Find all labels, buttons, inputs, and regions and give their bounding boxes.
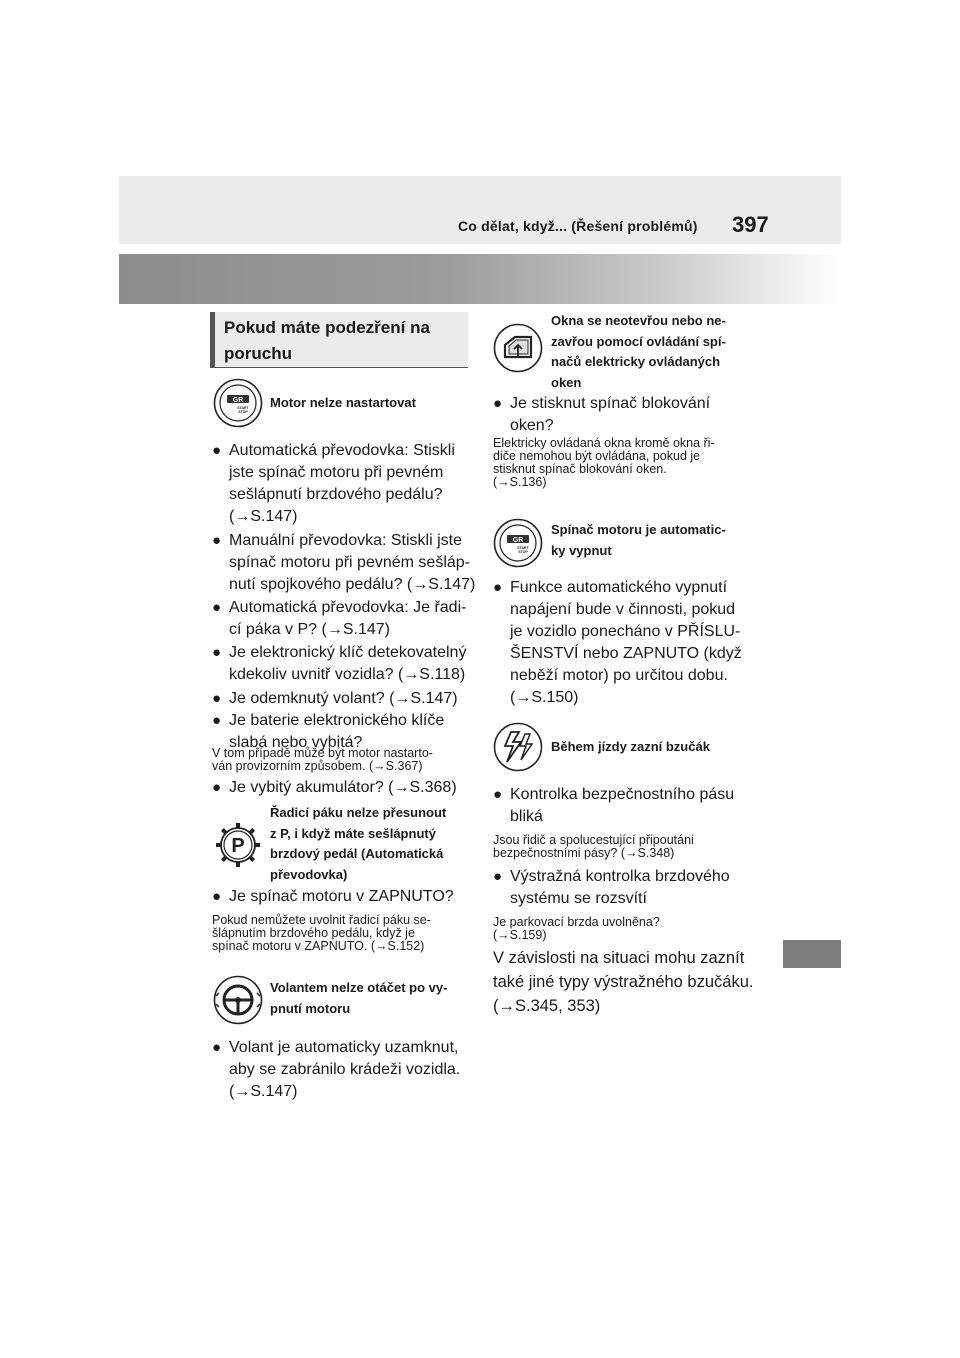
bullet-steering-unlocked: ● Je odemknutý volant? (→S.147) xyxy=(212,690,458,707)
steering-lock-icon xyxy=(213,975,263,1025)
engine-start-stop-icon xyxy=(213,378,263,428)
icon5-label: Spínač motoru je automatic- ky vypnut xyxy=(551,522,726,558)
shift-lock-gear-icon xyxy=(213,820,263,870)
note-window-lock: Elektricky ovládaná okna kromě okna ři- diče nemohou být ovládána, pokud je stisknut spínač blokování oken. (→S.136) xyxy=(493,436,715,489)
engine-start-stop-icon xyxy=(493,518,543,568)
bullet-window-lock: ● Je stisknut spínač blokování oken? xyxy=(493,395,711,434)
chapter-tab xyxy=(783,940,841,968)
bullet-auto-start: ● Automatická převodovka: Stiskli jste spínač motoru při pevném sešlápnutí brzdového pedálu? (→S.147) xyxy=(212,442,455,525)
icon-gr-text: GR xyxy=(512,537,524,544)
bullet-manual-start: ● Manuální převodovka: Stiskli jste spínač motoru při pevném sešláp- nutí spojkového pedálu? (→S.147) xyxy=(212,532,476,593)
bullet-key-detect: ● Je elektronický klíč detekovatelný kdekoliv uvnitř vozidla? (→S.118) xyxy=(212,644,467,683)
page-number: 397 xyxy=(732,212,769,237)
icon4-label: Okna se neotevřou nebo ne- zavřou pomocí ovládání spí- načů elektricky ovládaných oken xyxy=(551,313,726,390)
icon-start-text: START xyxy=(517,546,529,550)
power-window-icon xyxy=(493,323,543,373)
icon1-label: Motor nelze nastartovat xyxy=(270,395,416,410)
header-title: Co dělat, když... (Řešení problémů) xyxy=(458,218,698,234)
bullet-auto-power-off: ● Funkce automatického vypnutí napájení bude v činnosti, pokud je vozidlo ponecháno v PŘÍSLU- ŠENSTVÍ nebo ZAPNUTO (když neběží motor) po určitou dobu. (→S.150) xyxy=(493,579,742,706)
icon-p-text: P xyxy=(231,835,245,857)
note-provisional-start: V tom případě může být motor nastarto- ván provizorním způsobem. (→S.367) xyxy=(212,746,433,773)
icon2-label: Řadicí páku nelze přesunout z P, i když máte sešlápnutý brzdový pedál (Automatická převodovka) xyxy=(270,805,447,882)
bullet-brake-warning: ● Výstražná kontrolka brzdového systému se rozsvítí xyxy=(493,868,730,907)
gradient-band xyxy=(119,254,841,304)
icon-stop-text: STOP xyxy=(238,410,248,414)
icon6-label: Během jízdy zazní bzučák xyxy=(551,739,710,754)
icon-stop-text: STOP xyxy=(518,550,528,554)
icon-gr-text: GR xyxy=(232,397,244,404)
bullet-key-battery: ● Je baterie elektronického klíče slabá nebo vybitá? xyxy=(212,712,445,751)
icon3-label: Volantem nelze otáčet po vy- pnutí motoru xyxy=(270,980,448,1016)
buzzer-other-types: V závislosti na situaci mohu zaznít také jiné typy výstražného bzučáku. (→S.345, 353) xyxy=(493,949,754,1015)
bullet-engine-switch-on: ● Je spínač motoru v ZAPNUTO? xyxy=(212,888,454,905)
buzzer-warning-icon xyxy=(493,722,543,772)
section-title: Pokud máte podezření na poruchu xyxy=(224,318,430,363)
bullet-seatbelt: ● Kontrolka bezpečnostního pásu bliká xyxy=(493,786,735,825)
bullet-lever-p: ● Automatická převodovka: Je řadi- cí páka v P? (→S.147) xyxy=(212,599,467,638)
note-shift-release: Pokud nemůžete uvolnit řadicí páku se- šlápnutím brzdového pedálu, když je spínač motoru v ZAPNUTO. (→S.152) xyxy=(212,913,431,953)
note-seatbelt: Jsou řidič a spolucestující připoutáni bezpečnostními pásy? (→S.348) xyxy=(493,833,694,860)
icon-start-text: START xyxy=(237,406,249,410)
note-parking-brake: Je parkovací brzda uvolněna? (→S.159) xyxy=(493,915,660,942)
bullet-battery-dead: ● Je vybitý akumulátor? (→S.368) xyxy=(212,779,457,796)
bullet-steering-locked: ● Volant je automaticky uzamknut, aby se zabránilo krádeži vozidla. (→S.147) xyxy=(212,1039,461,1100)
